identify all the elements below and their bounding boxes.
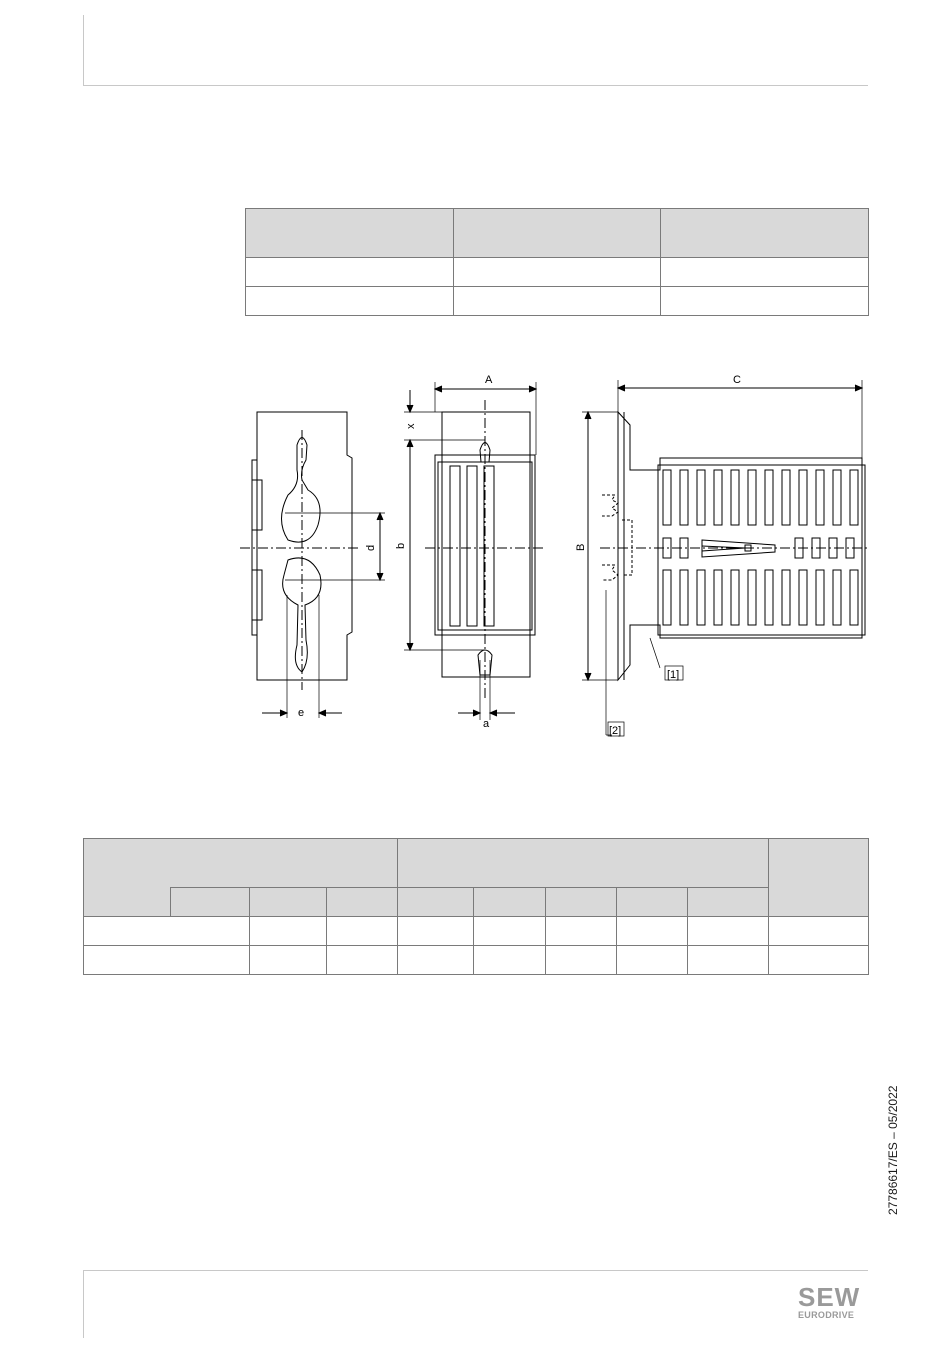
table-cell <box>453 287 661 316</box>
table-cell <box>687 946 768 975</box>
table-cell <box>545 946 616 975</box>
header-bottom-rule <box>83 85 868 86</box>
table-subheader-cell <box>398 888 474 917</box>
table-header-cell <box>768 839 868 917</box>
table-cell <box>84 946 250 975</box>
front-view <box>404 382 545 720</box>
table-cell <box>545 917 616 946</box>
table-cell <box>398 946 474 975</box>
dimension-drawing <box>240 365 870 745</box>
table-subheader-cell <box>327 888 398 917</box>
document-code: 27786617/ES – 05/2022 <box>886 1085 900 1215</box>
logo-text: SEW <box>798 1282 861 1312</box>
table-subheader-cell <box>616 888 687 917</box>
table-cell <box>246 287 454 316</box>
sew-eurodrive-logo <box>798 1284 868 1320</box>
table-cell <box>327 946 398 975</box>
label-d: d <box>365 544 377 551</box>
table-cell <box>246 258 454 287</box>
table-subheader-cell <box>545 888 616 917</box>
table-header-row <box>84 839 869 888</box>
table-cell <box>661 287 869 316</box>
table-cell <box>398 917 474 946</box>
table-subheader-cell <box>474 888 545 917</box>
label-A: A <box>485 374 493 386</box>
label-B: B <box>575 543 587 551</box>
table-cell <box>768 946 868 975</box>
table-cell <box>250 917 327 946</box>
table-cell <box>616 946 687 975</box>
label-C: C <box>733 374 741 386</box>
table-subheader-row <box>84 888 869 917</box>
label-ref2: [2] <box>609 725 622 737</box>
table-cell <box>768 917 868 946</box>
table-cell <box>474 946 545 975</box>
table-row <box>84 946 869 975</box>
table-cell <box>616 917 687 946</box>
table-subheader-cell <box>250 888 327 917</box>
table-subheader-cell <box>171 888 250 917</box>
side-view <box>582 380 870 736</box>
mounting-plate-view <box>240 412 385 718</box>
table-cell <box>453 258 661 287</box>
label-ref1: [1] <box>667 669 680 681</box>
table-header-cell <box>453 209 661 258</box>
table-subheader-cell <box>687 888 768 917</box>
dimensions-table-bottom <box>83 838 869 975</box>
header-left-rule <box>83 15 84 85</box>
table-cell <box>474 917 545 946</box>
table-header-group <box>171 839 398 888</box>
footer-left-rule <box>83 1270 84 1338</box>
table-header-cell <box>661 209 869 258</box>
table-cell <box>327 917 398 946</box>
footer-top-rule <box>83 1270 868 1271</box>
table-cell <box>84 917 250 946</box>
table-header-row <box>246 209 869 258</box>
table-row <box>246 258 869 287</box>
table-row <box>84 917 869 946</box>
dimensions-table-top <box>245 208 869 316</box>
logo-subtext: EURODRIVE <box>798 1310 855 1320</box>
table-cell <box>661 258 869 287</box>
table-header-cell <box>246 209 454 258</box>
table-cell <box>250 946 327 975</box>
label-a: a <box>483 718 490 730</box>
label-e: e <box>298 707 305 719</box>
table-cell <box>687 917 768 946</box>
table-row <box>246 287 869 316</box>
label-x: x <box>405 423 417 429</box>
table-header-cell <box>84 839 171 917</box>
table-header-group <box>398 839 768 888</box>
label-b: b <box>395 542 407 549</box>
